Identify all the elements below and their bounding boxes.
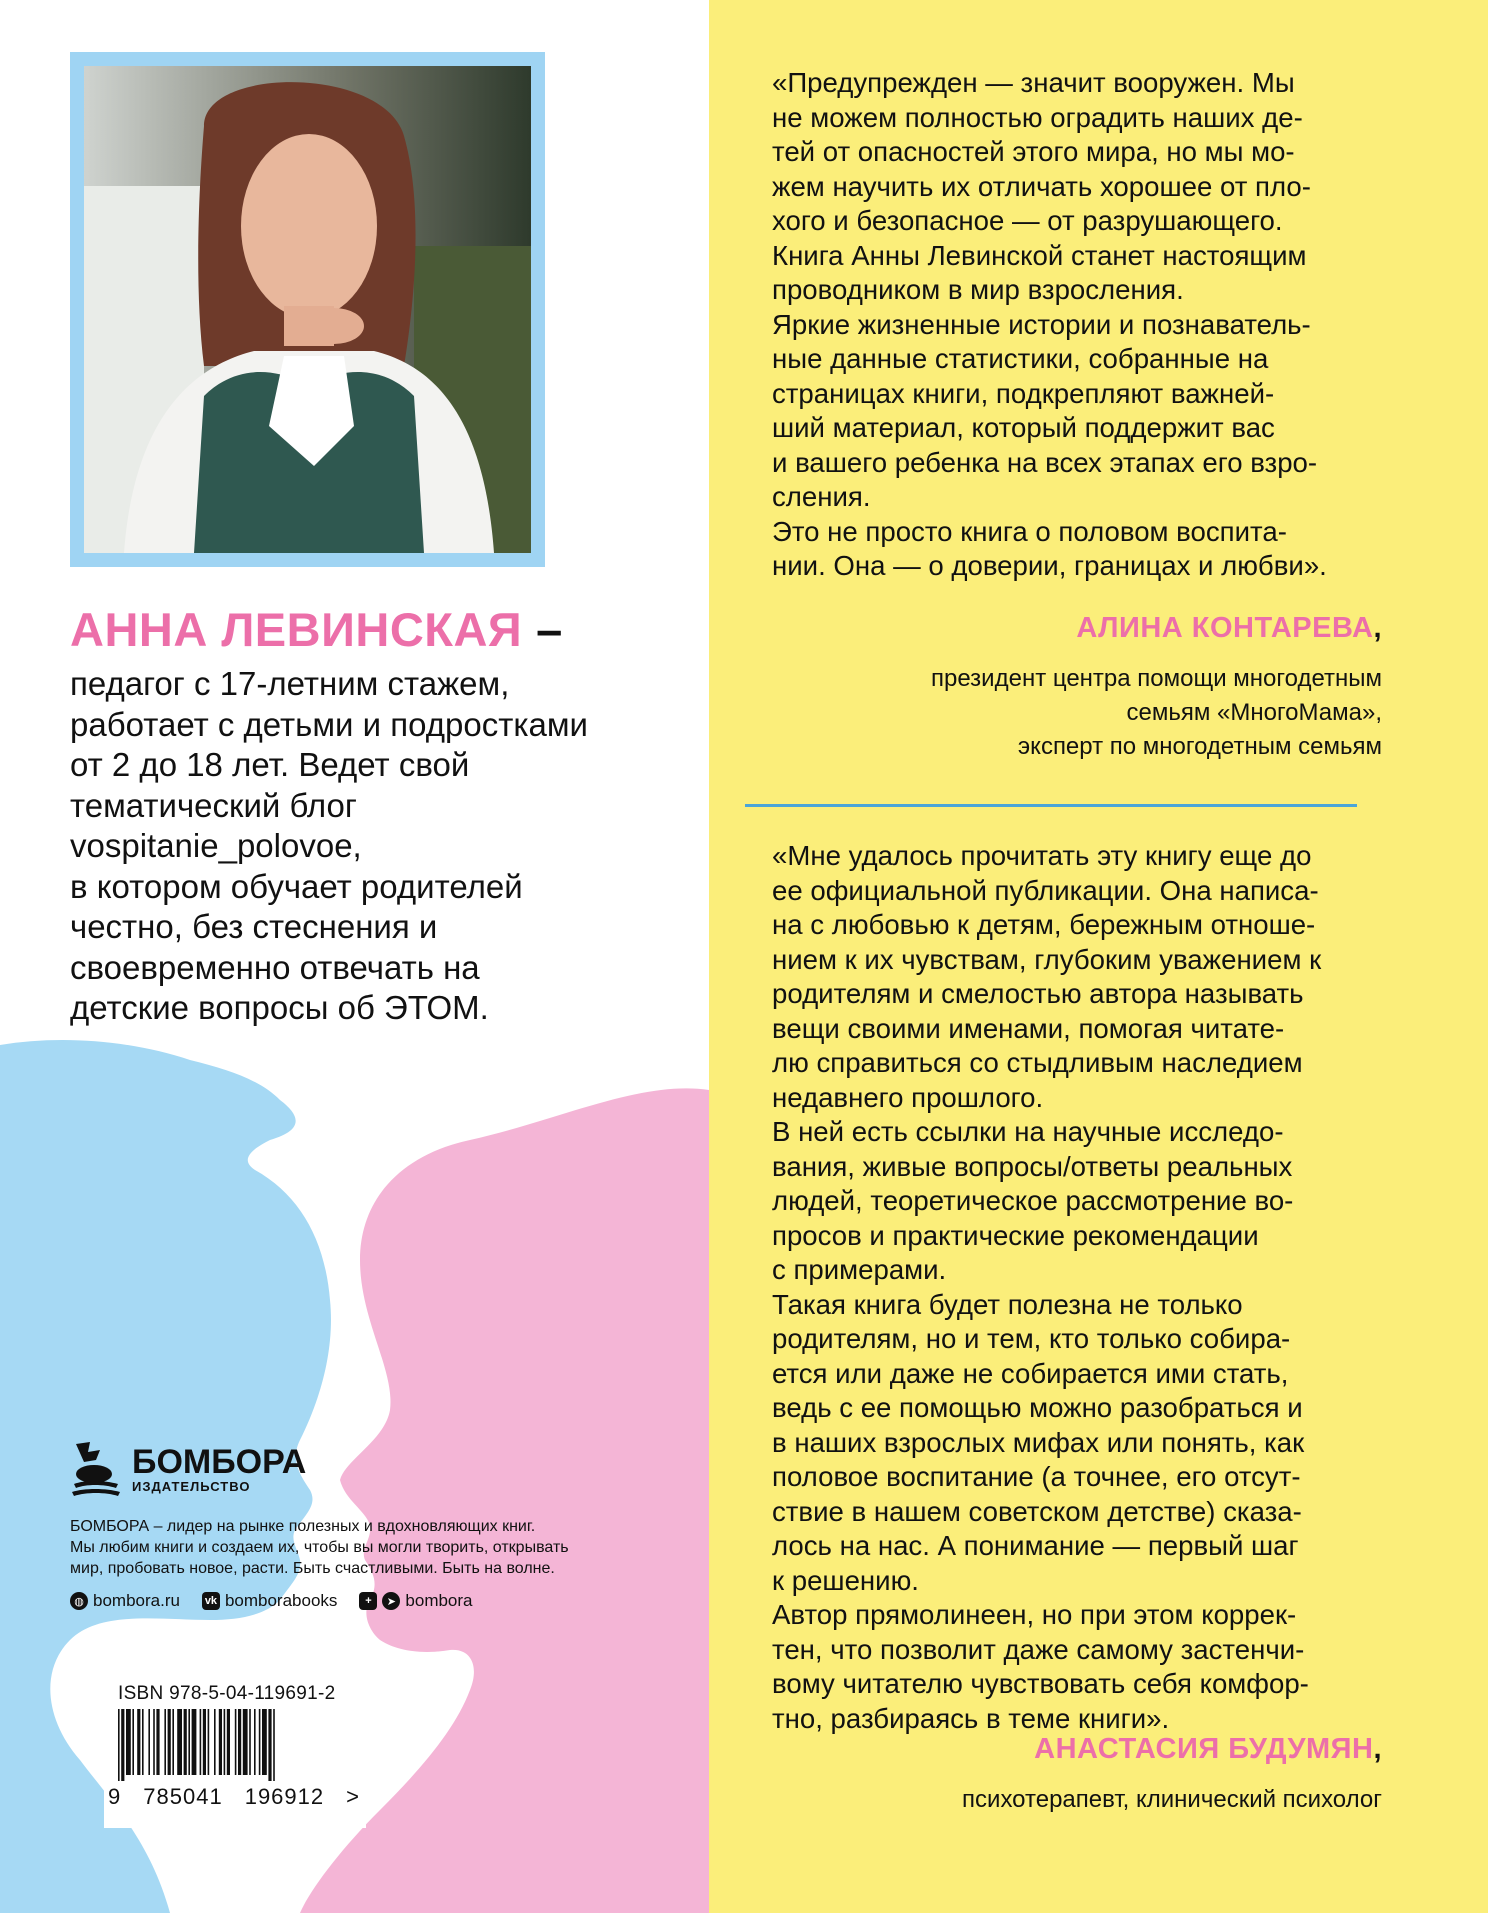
review-2-author xyxy=(1034,1733,1382,1766)
barcode-bar xyxy=(137,1709,140,1775)
barcode-bar xyxy=(227,1709,230,1775)
review-1-text: «Предупрежден — значит вооружен. Мы не можем полностью оградить наших де- тей от опасностей этого мира, но мы мо- жем научить их отличать хорошее от пло- хого и безопасное — от разрушающего. Книга Анны Левинской станет настоящим проводником в мир взросления. Яркие жизненные истории и познаватель- ные данные статистики, собранные на страницах книги, подкрепляют важней- ший материал, который поддержит вас и вашего ребенка на всех этапах его взро- сления. Это не просто книга о половом воспита- нии. Она — о доверии, границах и любви». xyxy=(772,67,1327,581)
barcode-bar xyxy=(188,1709,190,1775)
barcode-digit-lead: 9 xyxy=(108,1784,122,1809)
link-website[interactable] xyxy=(70,1591,180,1611)
barcode-bar xyxy=(168,1709,171,1775)
barcode-bar xyxy=(243,1709,248,1775)
publisher-logo-sub: ИЗДАТЕЛЬСТВО xyxy=(132,1478,251,1494)
barcode-digits xyxy=(104,1784,366,1810)
barcode-bar xyxy=(224,1709,226,1775)
barcode-bar xyxy=(153,1709,155,1775)
barcode-bar xyxy=(121,1709,124,1781)
barcode-bar xyxy=(132,1709,134,1775)
barcode-digits-right: 196912 xyxy=(244,1784,325,1809)
author-name-dash: – xyxy=(536,603,563,656)
barcode-bar xyxy=(156,1709,159,1775)
barcode-bar xyxy=(259,1709,261,1775)
barcode-bar xyxy=(118,1709,120,1781)
publisher-logo-name: БОМБОРА xyxy=(132,1442,307,1481)
review-2-author-name: АНАСТАСИЯ БУДУМЯН xyxy=(1034,1733,1374,1765)
author-bio: педагог с 17-летним стажем, работает с детьми и подростками от 2 до 18 лет. Ведет свой тематический блог vospitanie_polovoe, в котором обучает родителей честно, без стеснения и своевременно отвечать на детские вопросы об ЭТОМ. xyxy=(70,665,588,1026)
globe-icon: ◍ xyxy=(70,1592,88,1610)
vk-icon: vk xyxy=(202,1592,220,1610)
barcode-bar xyxy=(208,1709,210,1775)
divider-line xyxy=(745,804,1357,807)
barcode-bar xyxy=(254,1709,256,1775)
review-1-author-comma: , xyxy=(1373,612,1382,644)
author-name-text: АННА ЛЕВИНСКАЯ xyxy=(70,603,523,656)
barcode-bar xyxy=(214,1709,216,1775)
barcode-bar xyxy=(249,1709,251,1775)
review-2-author-comma: , xyxy=(1373,1733,1382,1765)
barcode-bar xyxy=(219,1709,222,1775)
bombora-logo-icon xyxy=(70,1440,122,1498)
barcode-bar xyxy=(177,1709,182,1775)
link-vk[interactable] xyxy=(202,1591,337,1611)
publisher-description: БОМБОРА – лидер на рынке полезных и вдохновляющих книг. Мы любим книги и создаем их, чтобы вы могли творить, открывать мир, пробовать новое, расти. Быть счастливыми. Быть на волне. xyxy=(70,1518,569,1577)
link-vk-text: bomborabooks xyxy=(224,1591,338,1610)
barcode-bar xyxy=(164,1709,166,1775)
link-telegram-text: bombora xyxy=(405,1591,473,1610)
link-telegram[interactable] xyxy=(359,1591,472,1611)
link-website-text: bombora.ru xyxy=(93,1591,180,1610)
barcode-bar xyxy=(203,1709,206,1775)
author-photo xyxy=(84,66,531,553)
barcode-bar xyxy=(148,1709,150,1775)
barcode-bar xyxy=(126,1709,131,1775)
barcode-bars xyxy=(104,1709,366,1781)
barcode-bar xyxy=(235,1709,237,1775)
review-1-role: президент центра помощи многодетным семьям «МногоМама», эксперт по многодетным семьям xyxy=(931,665,1382,760)
barcode-bar xyxy=(262,1709,267,1775)
barcode-bar xyxy=(200,1709,202,1775)
barcode-bar xyxy=(192,1709,197,1775)
barcode-digits-left: 785041 xyxy=(143,1784,223,1809)
barcode-bar xyxy=(184,1709,187,1775)
review-2-text: «Мне удалось прочитать эту книгу еще до ее официальной публикации. Она написа- на с любовью к детям, бережным отноше- нием к их чувствам, глубоким уважением к родителям и смелостью автора называть вещи своими именами, помогая читате- лю справиться со стыдливым наследием недавнего прошлого. В ней есть ссылки на научные исследо- вания, живые вопросы/ответы реальных людей, теоретическое рассмотрение во- просов и практические рекомендации с примерами. Такая книга будет полезна не только родителям, но и тем, кто только собира- ется или даже не собирается ими стать, ведь с ее помощью можно разобраться и в наших взрослых мифах или понять, как половое воспитание (а точнее, его отсут- ствие в нашем советском детстве) сказа- лось на нас. А понимание — первый шаг к решению. Автор прямолинеен, но при этом коррек- тен, что позволит даже самому застенчи- вому читателю чувствовать себя комфор- тно, разбираясь в теме книги». xyxy=(772,840,1322,1734)
barcode-bar xyxy=(273,1709,275,1781)
barcode-bar xyxy=(142,1709,144,1775)
review-1-author-name: АЛИНА КОНТАРЕВА xyxy=(1076,612,1374,644)
author-name xyxy=(70,602,563,657)
publisher-block xyxy=(70,1440,630,1611)
review-2-role: психотерапевт, клинический психолог xyxy=(962,1786,1382,1813)
isbn-text: ISBN 978-5-04-119691-2 xyxy=(118,1683,336,1704)
barcode-bar xyxy=(268,1709,271,1781)
barcode-digit-end: > xyxy=(346,1784,360,1809)
plus-icon: + xyxy=(359,1592,377,1610)
barcode-bar xyxy=(238,1709,241,1775)
barcode-box xyxy=(104,1683,366,1828)
telegram-icon: ➤ xyxy=(382,1592,400,1610)
publisher-logo xyxy=(70,1440,630,1498)
review-1-author xyxy=(1076,612,1382,645)
barcode-bar xyxy=(172,1709,174,1775)
publisher-links xyxy=(70,1591,630,1611)
